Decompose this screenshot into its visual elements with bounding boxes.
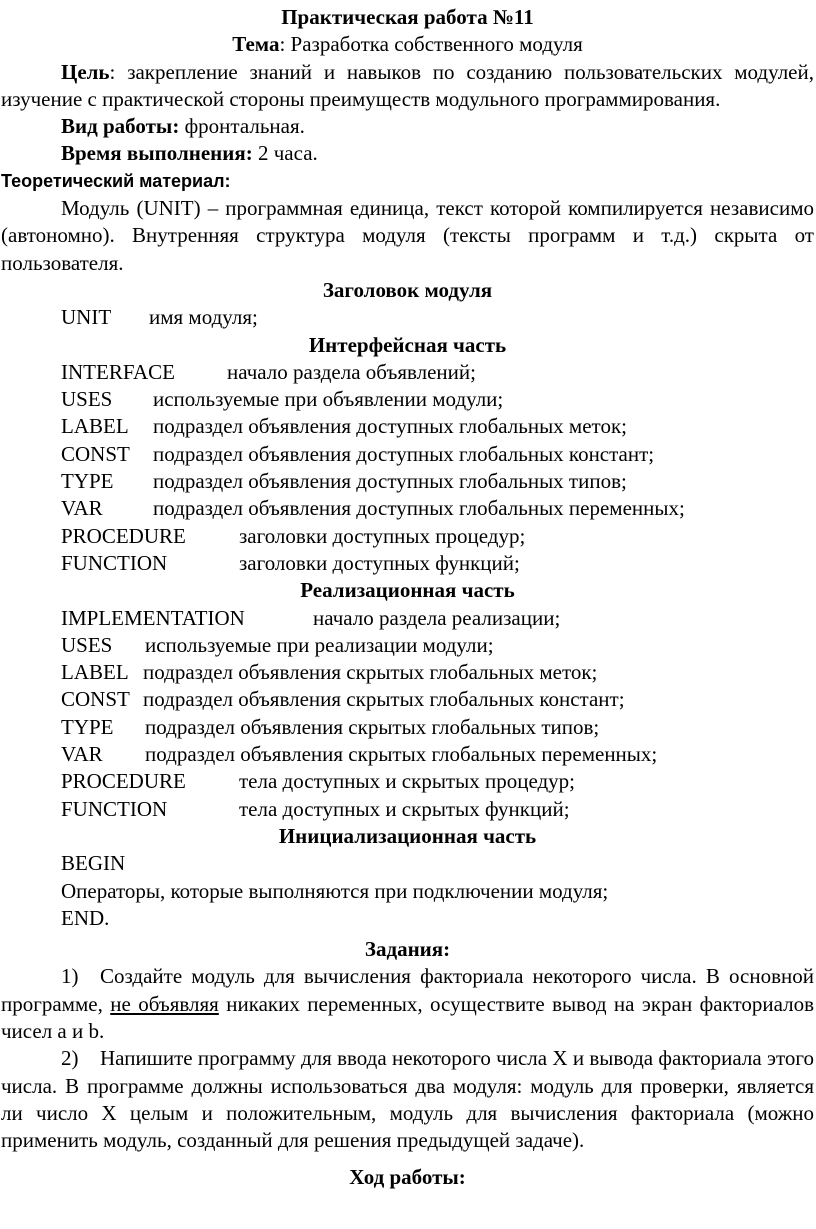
syntax-description: подраздел объявления скрытых глобальных констант; bbox=[143, 687, 625, 712]
syntax-row bbox=[1, 741, 814, 768]
syntax-keyword: FUNCTION bbox=[61, 550, 168, 575]
goal-sep: : bbox=[109, 59, 116, 84]
syntax-row bbox=[1, 605, 814, 632]
syntax-keyword: FUNCTION bbox=[61, 796, 168, 821]
syntax-row bbox=[1, 359, 814, 386]
syntax-row bbox=[1, 659, 814, 686]
task-2 bbox=[1, 1045, 814, 1154]
section-interface-title: Интерфейсная часть bbox=[308, 332, 507, 357]
syntax-description: начало раздела реализации; bbox=[313, 605, 561, 630]
syntax-description: имя модуля; bbox=[149, 305, 258, 330]
syntax-keyword: LABEL bbox=[61, 414, 129, 439]
theme-label: Тема bbox=[232, 32, 280, 57]
syntax-keyword: TYPE bbox=[61, 714, 114, 739]
syntax-row bbox=[1, 632, 814, 659]
syntax-row bbox=[1, 550, 814, 577]
syntax-row bbox=[1, 523, 814, 550]
document-title: Практическая работа №11 bbox=[281, 5, 534, 29]
syntax-keyword: PROCEDURE bbox=[61, 523, 186, 548]
task-1 bbox=[1, 963, 814, 1045]
syntax-keyword: LABEL bbox=[61, 660, 129, 685]
syntax-row bbox=[1, 441, 814, 468]
syntax-keyword: VAR bbox=[61, 496, 103, 521]
syntax-row bbox=[1, 413, 814, 440]
theme-sep: : bbox=[279, 32, 286, 57]
work-type-line bbox=[1, 113, 814, 140]
syntax-description: подраздел объявления доступных глобальных констант; bbox=[153, 441, 655, 466]
syntax-description: подраздел объявления скрытых глобальных типов; bbox=[145, 714, 600, 739]
syntax-description: подраздел объявления доступных глобальных меток; bbox=[153, 414, 627, 439]
task-1-text-end: никаких переменных, осуществите вывод на экран факториалов чисел a и b. bbox=[1, 991, 814, 1043]
syntax-description: тела доступных и скрытых процедур; bbox=[239, 769, 576, 794]
goal-paragraph bbox=[1, 59, 814, 114]
tasks-heading: Задания: bbox=[364, 937, 451, 962]
syntax-row bbox=[1, 495, 814, 522]
init-begin: BEGIN bbox=[61, 851, 126, 876]
syntax-row bbox=[1, 468, 814, 495]
syntax-keyword: IMPLEMENTATION bbox=[61, 605, 245, 630]
syntax-keyword: UNIT bbox=[61, 305, 112, 330]
syntax-row bbox=[1, 768, 814, 795]
theory-paragraph: Модуль (UNIT) – программная единица, текст которой компилируется независимо (автономно). Внутренняя структура модуля (тексты программ и т.д.) скрыта от пользователя. bbox=[1, 196, 814, 275]
section-header-title: Заголовок модуля bbox=[322, 277, 493, 302]
work-type-label: Вид работы: bbox=[61, 114, 180, 139]
syntax-description: заголовки доступных процедур; bbox=[239, 523, 526, 548]
syntax-description: подраздел объявления доступных глобальных переменных; bbox=[153, 496, 685, 521]
time-label: Время выполнения: bbox=[61, 141, 253, 166]
syntax-row bbox=[1, 686, 814, 713]
init-end: END. bbox=[61, 905, 110, 930]
theme-line bbox=[1, 31, 814, 58]
syntax-description: тела доступных и скрытых функций; bbox=[239, 796, 570, 821]
syntax-row bbox=[1, 304, 814, 331]
syntax-keyword: CONST bbox=[61, 687, 130, 712]
syntax-row bbox=[1, 386, 814, 413]
time-value: 2 часа. bbox=[252, 141, 318, 166]
task-number: 1) bbox=[61, 964, 79, 989]
syntax-description: подраздел объявления скрытых глобальных переменных; bbox=[145, 742, 658, 767]
syntax-keyword: CONST bbox=[61, 441, 130, 466]
task-1-underlined: не объявляя bbox=[110, 991, 219, 1016]
task-number: 2) bbox=[61, 1046, 79, 1071]
task-2-text: Напишите программу для ввода некоторого числа X и вывода факториала этого числа. В программе должны использоваться два модуля: модуль для проверки, является ли число X целым и положительным, модуль для вычисления факториала (можно применить модуль, созданный для решения предыдущей задаче). bbox=[1, 1046, 814, 1153]
syntax-row bbox=[1, 796, 814, 823]
section-init-title: Инициализационная часть bbox=[278, 823, 537, 848]
syntax-row bbox=[1, 714, 814, 741]
task-1-text-start: Создайте модуль для вычисления факториала некоторого числа. В основной программе, bbox=[1, 964, 814, 1016]
syntax-description: заголовки доступных функций; bbox=[239, 550, 520, 575]
syntax-description: используемые при объявлении модули; bbox=[153, 387, 504, 412]
syntax-description: подраздел объявления скрытых глобальных меток; bbox=[143, 660, 598, 685]
syntax-description: начало раздела объявлений; bbox=[227, 359, 476, 384]
syntax-keyword: PROCEDURE bbox=[61, 769, 186, 794]
syntax-description: подраздел объявления доступных глобальных типов; bbox=[153, 469, 627, 494]
theory-heading: Теоретический материал: bbox=[1, 170, 231, 191]
syntax-keyword: VAR bbox=[61, 742, 103, 767]
theme-value: Разработка собственного модуля bbox=[285, 32, 583, 57]
syntax-keyword: USES bbox=[61, 387, 113, 412]
init-operators: Операторы, которые выполняются при подключении модуля; bbox=[61, 878, 609, 903]
time-line bbox=[1, 140, 814, 167]
work-type-value: фронтальная. bbox=[179, 114, 305, 139]
syntax-keyword: TYPE bbox=[61, 469, 114, 494]
syntax-description: используемые при реализации модули; bbox=[145, 632, 494, 657]
progress-heading: Ход работы: bbox=[349, 1165, 466, 1190]
goal-text: закрепление знаний и навыков по созданию пользовательских модулей, изучение с практической стороны преимуществ модульного программирования. bbox=[1, 59, 814, 111]
syntax-keyword: INTERFACE bbox=[61, 359, 175, 384]
syntax-keyword: USES bbox=[61, 632, 113, 657]
section-implementation-title: Реализационная часть bbox=[300, 578, 515, 603]
goal-label: Цель bbox=[61, 59, 110, 84]
